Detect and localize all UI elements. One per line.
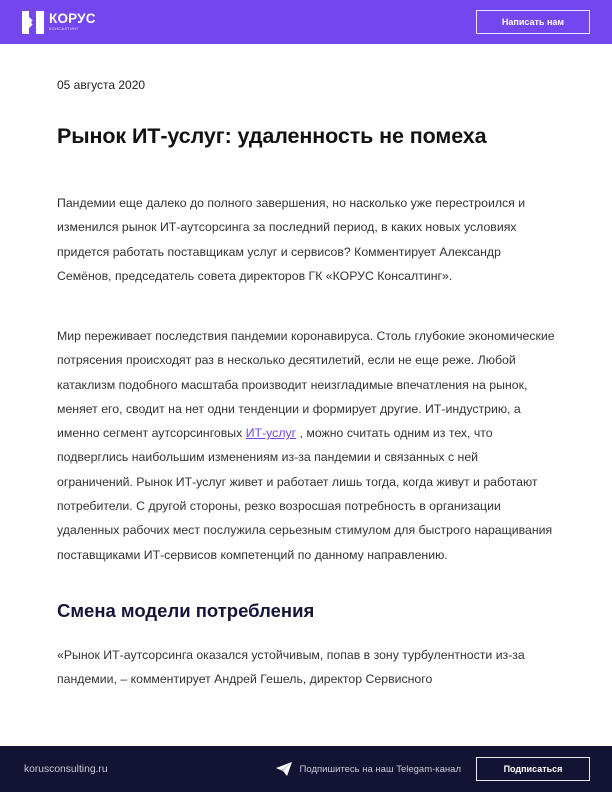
- write-to-us-button[interactable]: Написать нам: [476, 10, 590, 34]
- article-title: Рынок ИТ-услуг: удаленность не помеха: [57, 124, 487, 148]
- paragraph-text: Мир переживает последствия пандемии коронавируса. Столь глубокие экономические потрясения происходят раз в несколько десятилетий, если не еще реже. Любой катаклизм подобного масштаба производит неизгладимые впечатления на рынок, меняет его, сводит на нет одни тенденции и формирует другие. ИТ-индустрию, а именно сегмент аутсорсинговых: [57, 329, 555, 441]
- article-intro: Пандемии еще далеко до полного завершения, но насколько уже перестроился и изменился рынок ИТ-аутсорсинга за последний период, в каких новых условиях придется работать поставщикам услуг и сервисов? Комментирует Александр Семёнов, председатель совета директоров ГК «КОРУС Консалтинг».: [57, 196, 526, 283]
- logo-name: КОРУС: [49, 11, 96, 27]
- article-date: 05 августа 2020: [57, 78, 146, 92]
- top-bar: [0, 0, 612, 44]
- subscribe-button[interactable]: Подписаться: [476, 757, 590, 781]
- it-services-link[interactable]: ИТ-услуг: [245, 426, 297, 441]
- telegram-subscribe-prompt[interactable]: [276, 762, 461, 776]
- section-heading: Смена модели потребления: [57, 600, 315, 621]
- telegram-icon: [276, 762, 292, 776]
- site-link[interactable]: korusconsulting.ru: [24, 763, 108, 775]
- article-paragraph-2: [57, 324, 557, 567]
- telegram-text: Подпишитесь на наш Telegam-канал: [299, 763, 461, 775]
- paragraph-text: , можно считать одним из тех, что подверглись наибольшим изменениям из-за пандемии и связанных с ней ограничений. Рынок ИТ-услуг живет и работает лишь тогда, когда живут и работают потребители. С другой стороны, резко возросшая потребность в организации удаленных рабочих мест послужила серьезным стимулом для быстрого наращивания поставщиками ИТ-сервисов компетенций по данному направлению.: [57, 426, 553, 562]
- korus-logo[interactable]: [22, 11, 96, 34]
- article-paragraph-3: «Рынок ИТ-аутсорсинга оказался устойчивым, попав в зону турбулентности из-за пандемии, – комментирует Андрей Гешель, директор Сервисного: [57, 648, 525, 687]
- footer-bar: [0, 746, 612, 792]
- logo-subtitle: КОНСАЛТИНГ: [49, 26, 80, 31]
- korus-logo-icon: [22, 11, 44, 34]
